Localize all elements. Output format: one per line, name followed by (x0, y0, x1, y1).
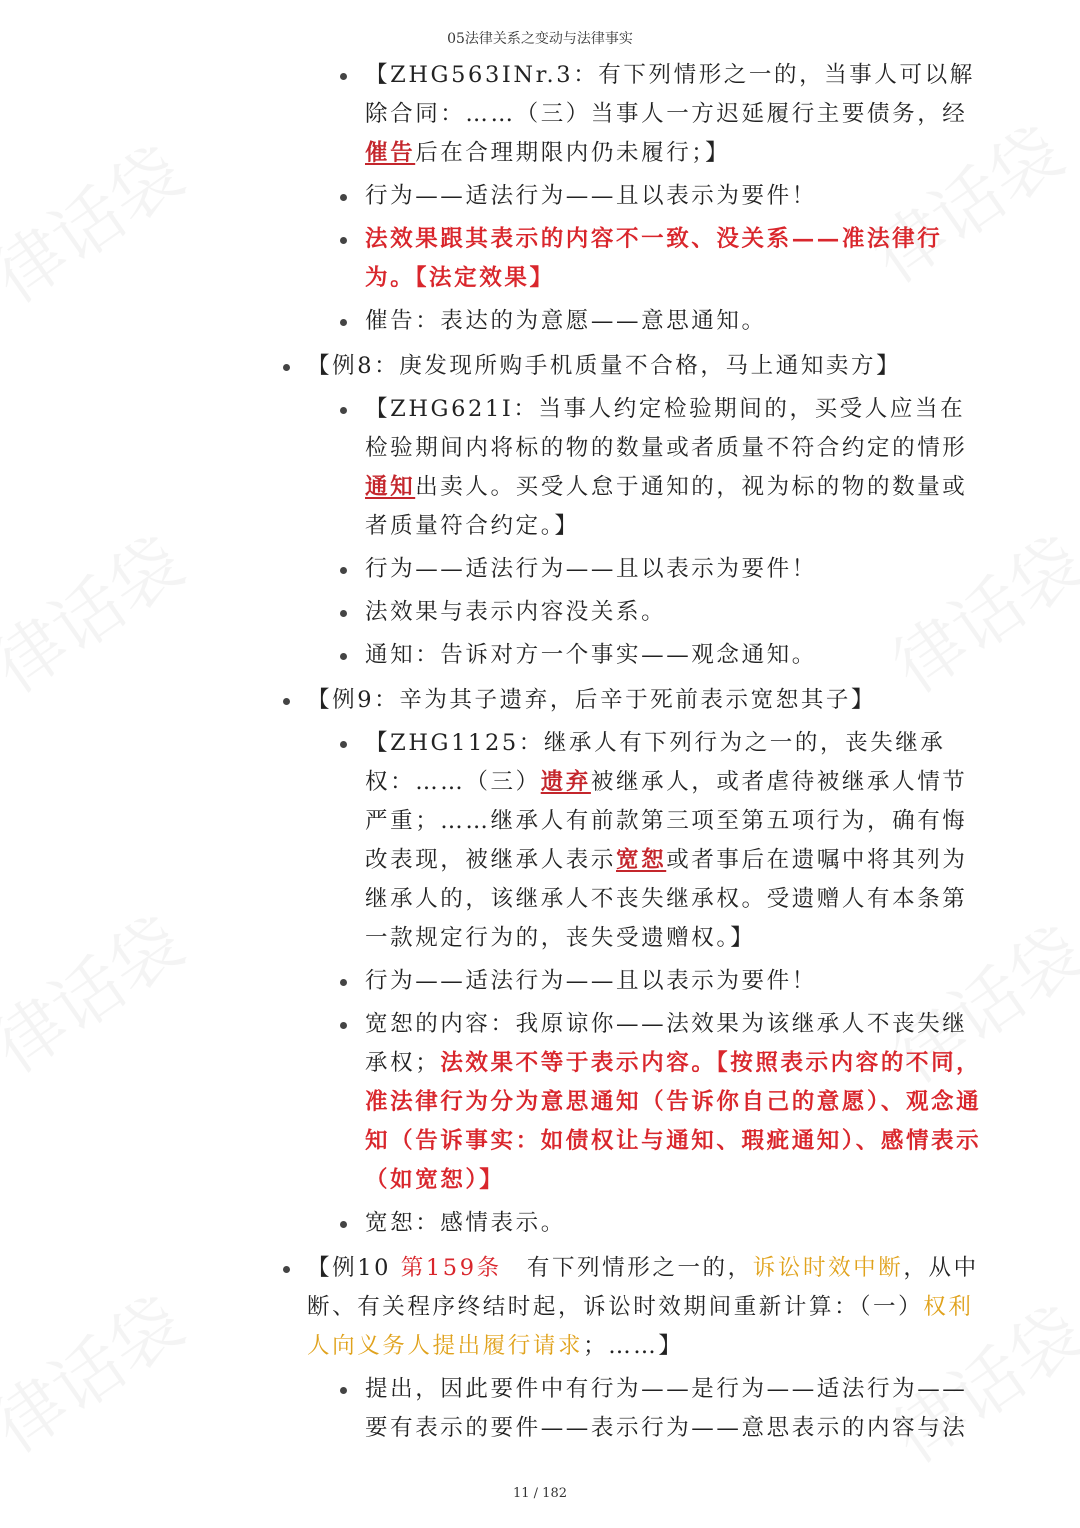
item-text: 出卖人。买受人怠于通知的，视为标的物的数量或者质量符合约定。】 (365, 474, 968, 539)
item-text: 宽恕：感情表示。 (365, 1210, 566, 1236)
highlight-term: 权利人向义务人提出履行请求 (307, 1294, 974, 1359)
item-text: ，从中断、有关程序终结时起，诉讼时效期间重新计算：（一） (307, 1255, 979, 1320)
item-text: 【ZHG621I：当事人约定检验期间的，买受人应当在检验期间内将标的物的数量或者质量不符合约定的情形 (365, 396, 968, 461)
list-item (365, 1005, 987, 1200)
item-text: 后在合理期限内仍未履行；】 (415, 140, 731, 166)
item-text: 【例8：庚发现所购手机质量不合格，马上通知卖方】 (307, 353, 902, 379)
list-item (365, 962, 987, 1001)
item-text: 【ZHG563INr.3：有下列情形之一的，当事人可以解除合同：……（三）当事人一方迟延履行主要债务，经 (365, 62, 975, 127)
item-text: 被继承人，或者虐待被继承人情节严重；……继承人有前款第三项至第五项行为，确有悔改表现，被继承人表示 (365, 769, 968, 873)
list-item (365, 56, 987, 173)
item-text: 【ZHG1125：继承人有下列行为之一的，丧失继承权：……（三） (365, 730, 946, 795)
example-heading (307, 1249, 987, 1366)
example-heading (307, 347, 987, 386)
list-item (365, 593, 987, 632)
item-text: 【例9：辛为其子遗弃，后辛于死前表示宽恕其子】 (307, 687, 877, 713)
list-item (365, 550, 987, 589)
page-number: 11 / 182 (513, 1486, 567, 1501)
list-item (365, 1204, 987, 1243)
item-text: 催告：表达的为意愿——意思通知。 (365, 308, 767, 334)
highlight-term: 催告 (365, 140, 416, 166)
page-header: 05法律关系之变动与法律事实 (447, 31, 633, 47)
highlight-term: 宽恕 (616, 847, 667, 873)
item-text: 有下列情形之一的， (501, 1255, 753, 1281)
item-text: 或者事后在遗嘱中将其列为继承人的，该继承人不丧失继承权。受遗赠人有本条第一款规定行为的，丧失受遗赠权。】 (365, 847, 968, 951)
article-number: 第159条 (400, 1255, 502, 1281)
emphasis-text: 法效果不等于表示内容。【按照表示内容的不同，准法律行为分为意思通知（告诉你自己的意愿）、观念通知（告诉事实：如债权让与通知、瑕疵通知）、感情表示（如宽恕）】 (365, 1050, 982, 1193)
item-text: 行为——适法行为——且以表示为要件！ (365, 183, 817, 209)
item-text: 通知：告诉对方一个事实——观念通知。 (365, 642, 817, 668)
highlight-term: 诉讼时效中断 (752, 1255, 904, 1281)
item-text: 法效果跟其表示的内容不一致、没关系——准法律行为。【法定效果】 (365, 226, 943, 291)
list-item (365, 220, 987, 298)
highlight-term: 遗弃 (540, 769, 591, 795)
item-text: 法效果与表示内容没关系。 (365, 599, 667, 625)
highlight-term: 通知 (365, 474, 416, 500)
item-text: 提出，因此要件中有行为——是行为——适法行为——要有表示的要件——表示行为——意思表示的内容与法 (365, 1376, 968, 1441)
document-body (0, 52, 1080, 1448)
list-item (365, 636, 987, 675)
item-text: 行为——适法行为——且以表示为要件！ (365, 556, 817, 582)
item-text: 【例10 (307, 1255, 401, 1281)
list-item (365, 302, 987, 341)
list-item (365, 1370, 987, 1448)
list-item (365, 724, 987, 958)
item-text: 宽恕的内容：我原谅你——法效果为该继承人不丧失继承权； (365, 1011, 968, 1076)
list-item (365, 177, 987, 216)
item-text: ；……】 (583, 1333, 684, 1359)
item-text: 行为——适法行为——且以表示为要件！ (365, 968, 817, 994)
example-heading (307, 681, 987, 720)
list-item (365, 390, 987, 546)
